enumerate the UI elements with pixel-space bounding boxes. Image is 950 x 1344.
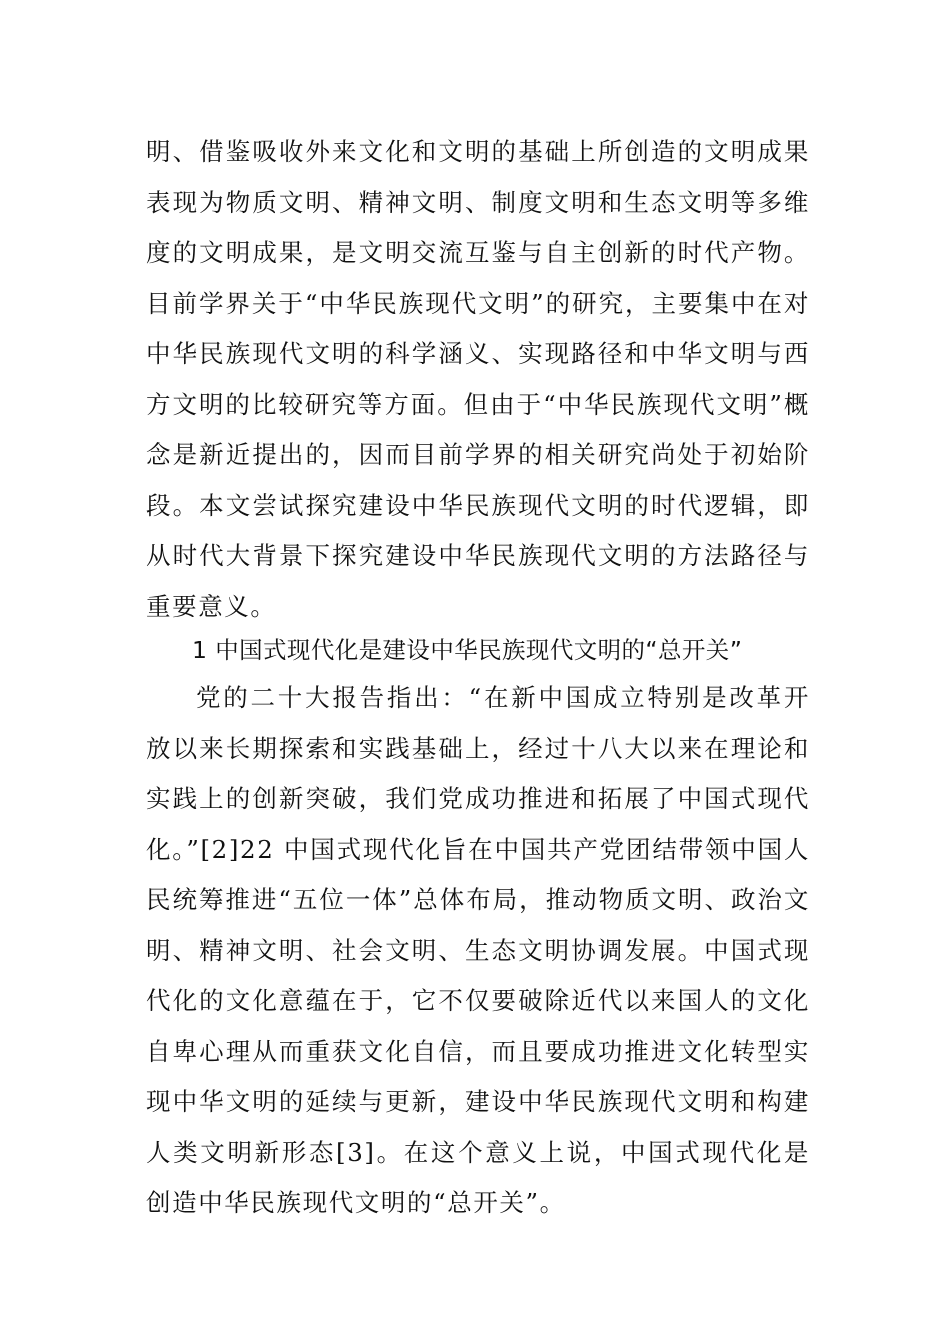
body-paragraph-section-1: 党的二十大报告指出：“在新中国成立特别是改革开放以来长期探索和实践基础上，经过十八大以来在理论和实践上的创新突破，我们党成功推进和拓展了中国式现代化。”[2]22 中国式现代化旨在中国共产党团结带领中国人民统筹推进“五位一体”总体布局，推动物质文明、政治文明、精神文明、社会文明、生态文明协调发展。中国式现代化的文化意蕴在于，它不仅要破除近代以来国人的文化自卑心理从而重获文化自信，而且要成功推进文化转型实现中华文明的延续与更新，建设中华民族现代文明和构建人类文明新形态[3]。在这个意义上说，中国式现代化是创造中华民族现代文明的“总开关”。	[146, 683, 810, 1217]
body-paragraph-intro: 明、借鉴吸收外来文化和文明的基础上所创造的文明成果表现为物质文明、精神文明、制度文明和生态文明等多维度的文明成果，是文明交流互鉴与自主创新的时代产物。目前学界关于“中华民族现代文明”的研究，主要集中在对中华民族现代文明的科学涵义、实现路径和中华文明与西方文明的比较研究等方面。但由于“中华民族现代文明”概念是新近提出的，因而目前学界的相关研究尚处于初始阶段。本文尝试探究建设中华民族现代文明的时代逻辑，即从时代大背景下探究建设中华民族现代文明的方法路径与重要意义。	[146, 137, 810, 621]
section-heading: 1 中国式现代化是建设中华民族现代文明的“总开关”	[192, 636, 743, 664]
